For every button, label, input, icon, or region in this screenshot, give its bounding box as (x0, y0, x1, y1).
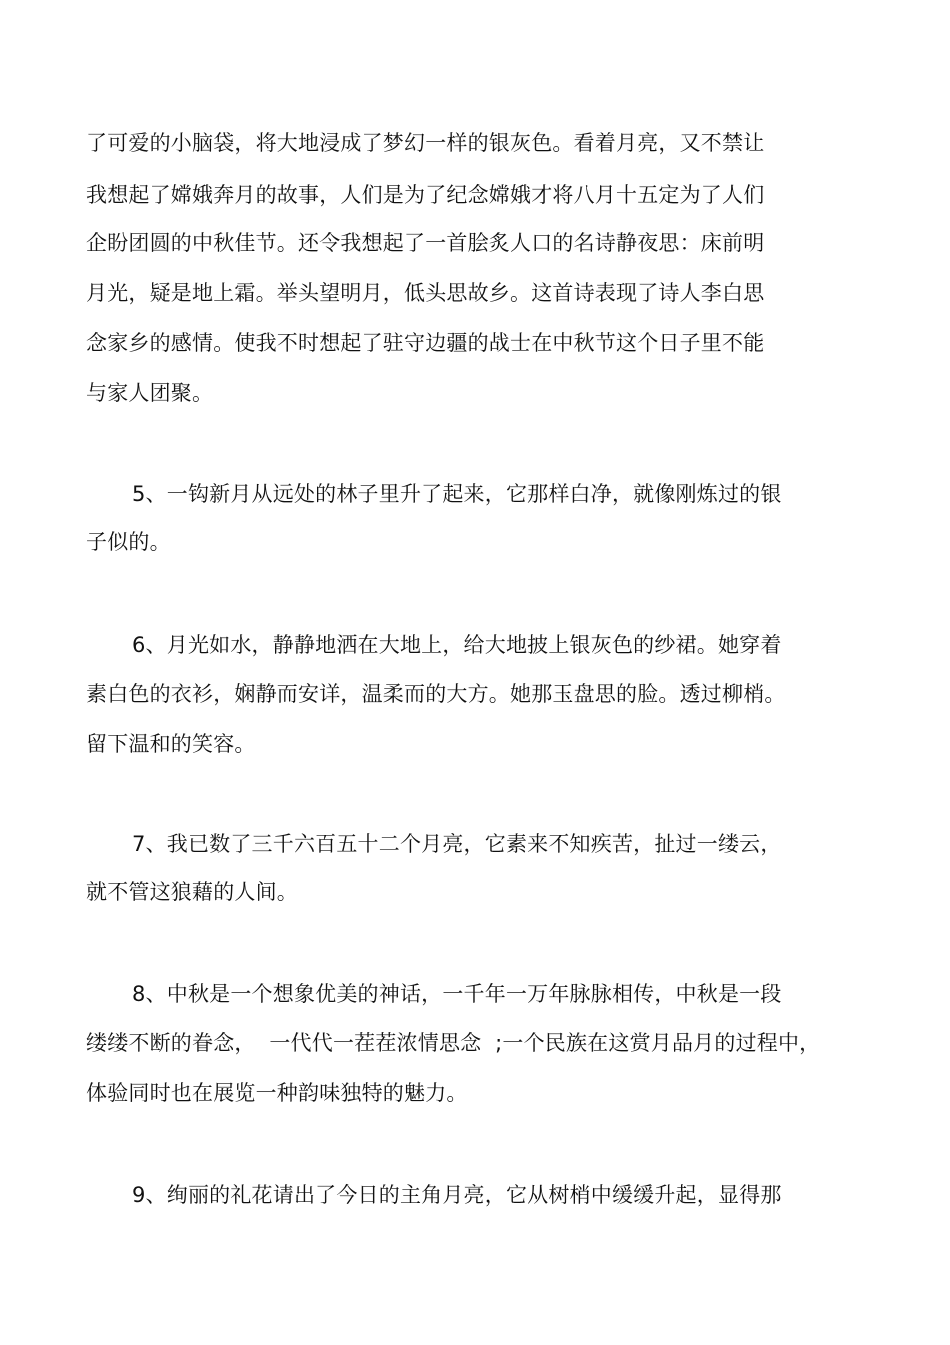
text-line: 念家乡的感情。使我不时想起了驻守边疆的战士在中秋节这个日子里不能 (86, 331, 765, 355)
text-line: 6、月光如水，静静地洒在大地上，给大地披上银灰色的纱裙。她穿着 (132, 633, 782, 657)
text-line: 5、一钩新月从远处的林子里升了起来，它那样白净，就像刚炼过的银 (132, 482, 782, 506)
text-line: 与家人团聚。 (86, 381, 214, 405)
text-line: 缕缕不断的眷念， 一代代一茬茬浓情思念 ;一个民族在这赏月品月的过程中， (86, 1031, 821, 1055)
text-line: 素白色的衣衫，娴静而安详，温柔而的大方。她那玉盘思的脸。透过柳梢。 (86, 682, 786, 706)
text-line: 我想起了嫦娥奔月的故事，人们是为了纪念嫦娥才将八月十五定为了人们 (86, 183, 765, 207)
text-line: 7、我已数了三千六百五十二个月亮，它素来不知疾苦，扯过一缕云， (132, 832, 782, 856)
text-line: 留下温和的笑容。 (86, 732, 256, 756)
text-line: 月光，疑是地上霜。举头望明月，低头思故乡。这首诗表现了诗人李白思 (86, 281, 765, 305)
text-line: 了可爱的小脑袋，将大地浸成了梦幻一样的银灰色。看着月亮，又不禁让 (86, 131, 765, 155)
text-line: 企盼团圆的中秋佳节。还令我想起了一首脍炙人口的名诗静夜思：床前明 (86, 231, 765, 255)
text-line: 8、中秋是一个想象优美的神话，一千年一万年脉脉相传，中秋是一段 (132, 982, 782, 1006)
text-line: 子似的。 (86, 530, 171, 554)
text-line: 就不管这狼藉的人间。 (86, 880, 298, 904)
text-line: 9、绚丽的礼花请出了今日的主角月亮，它从树梢中缓缓升起，显得那 (132, 1183, 782, 1207)
text-line: 体验同时也在展览一种韵味独特的魅力。 (86, 1081, 468, 1105)
